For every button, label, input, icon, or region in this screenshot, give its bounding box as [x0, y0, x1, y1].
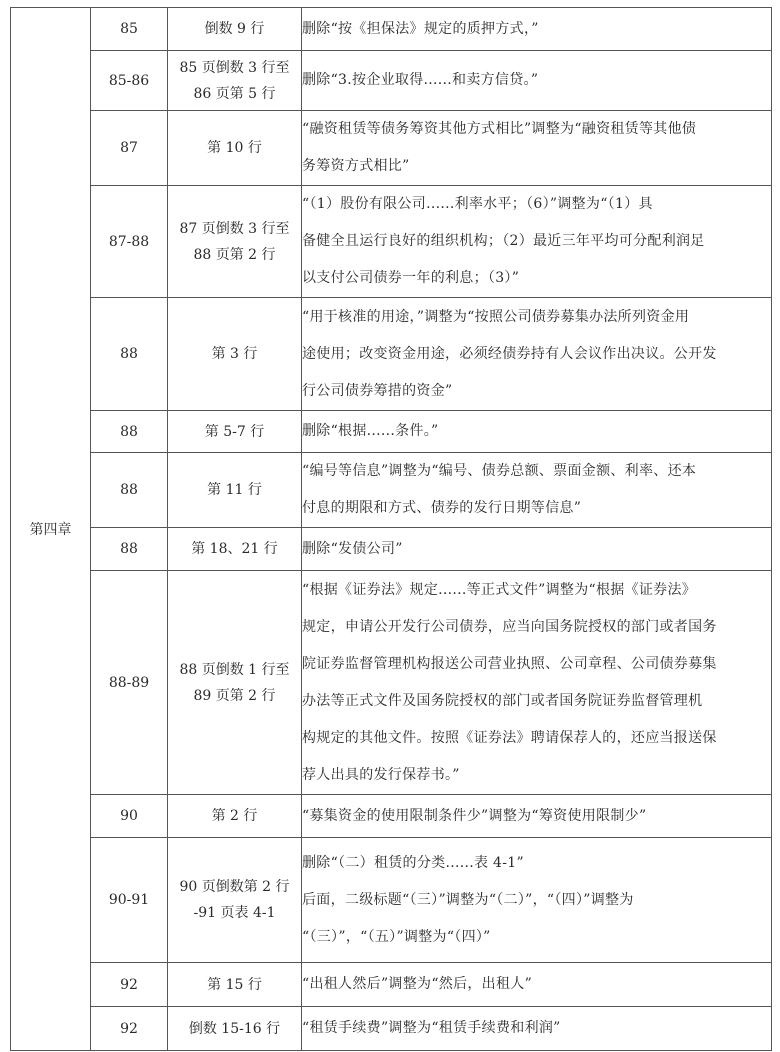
table-row [11, 571, 772, 795]
change-line: “融资租赁等债务筹资其他方式相比”调整为“融资租赁等其他债 [302, 121, 697, 137]
change-cell [302, 453, 772, 528]
change-cell [302, 51, 772, 111]
change-line: 备健全且运行良好的组织机构；（2）最近三年平均可分配利润足 [302, 233, 705, 249]
location-cell [168, 963, 302, 1007]
location-line: 第 18、21 行 [191, 541, 278, 557]
table-row [11, 298, 772, 411]
location-line: 第 10 行 [207, 140, 262, 156]
change-line: 务筹资方式相比” [302, 158, 410, 174]
change-line: “（三）”，“（五）”调整为“（四）” [302, 928, 491, 945]
change-cell [302, 411, 772, 453]
change-cell [302, 838, 772, 963]
location-cell [168, 838, 302, 963]
errata-table-body [11, 8, 772, 1051]
table-row [11, 411, 772, 453]
change-line: 后面，二级标题“（三）”调整为“（二）”，“（四）”调整为 [302, 891, 634, 908]
page-cell: 85-86 [91, 51, 168, 111]
change-line: “募集资金的使用限制条件少”调整为“筹资使用限制少” [302, 807, 647, 824]
location-cell [168, 8, 302, 51]
change-line: 删除“按《担保法》规定的质押方式，” [302, 20, 539, 37]
change-line: 构规定的其他文件。按照《证券法》聘请保荐人的，还应当报送保 [302, 729, 717, 746]
change-cell [302, 298, 772, 411]
location-line: 第 3 行 [211, 346, 258, 362]
change-line: 删除“根据......条件。” [302, 423, 439, 439]
change-line: “用于核准的用途，”调整为“按照公司债券募集办法所列资金用 [302, 308, 690, 325]
location-line: 85 页倒数 3 行至 [179, 59, 290, 76]
location-line: 第 5-7 行 [204, 423, 265, 440]
page-cell: 88 [91, 453, 168, 528]
table-row [11, 838, 772, 963]
location-line: 倒数 9 行 [204, 21, 265, 37]
table-row [11, 186, 772, 298]
location-cell [168, 795, 302, 838]
page-cell: 87-88 [91, 186, 168, 298]
location-line: 90 页倒数第 2 行 [179, 879, 290, 895]
location-line: 88 页倒数 1 行至 [179, 661, 290, 678]
change-cell [302, 795, 772, 838]
page-cell: 88 [91, 411, 168, 453]
change-cell [302, 8, 772, 51]
table-row [11, 8, 772, 51]
location-line: 88 页第 2 行 [193, 246, 276, 263]
change-line: 规定，申请公开发行公司债券，应当向国务院授权的部门或者国务 [302, 618, 717, 635]
errata-table [10, 7, 772, 1051]
change-line: 途使用；改变资金用途，必须经债券持有人会议作出决议。公开发 [302, 345, 717, 362]
table-row [11, 453, 772, 528]
change-line: “编号等信息”调整为“编号、债券总额、票面金额、利率、还本 [302, 463, 697, 479]
page-cell: 90-91 [91, 838, 168, 963]
change-line: “根据《证券法》规定......等正式文件”调整为“根据《证券法》 [302, 581, 697, 598]
table-row [11, 528, 772, 571]
table-row [11, 111, 772, 186]
change-line: 删除“（二）租赁的分类......表 4-1” [302, 854, 524, 871]
page-cell: 88-89 [91, 571, 168, 795]
change-line: 付息的期限和方式、债券的发行日期等信息” [302, 500, 582, 516]
change-cell [302, 186, 772, 298]
change-cell [302, 1007, 772, 1051]
change-cell [302, 111, 772, 186]
table-row [11, 51, 772, 111]
page-cell: 90 [91, 795, 168, 838]
change-line: “出租人然后”调整为“然后，出租人” [302, 976, 533, 992]
location-cell [168, 528, 302, 571]
change-line: 删除“发债公司” [302, 540, 403, 557]
table-row [11, 963, 772, 1007]
location-line: 86 页第 5 行 [193, 85, 276, 102]
table-row [11, 795, 772, 838]
location-cell [168, 186, 302, 298]
location-cell [168, 571, 302, 795]
page-cell: 92 [91, 1007, 168, 1051]
change-line: 删除“3.按企业取得......和卖方信贷。” [302, 72, 539, 88]
location-line: 第 2 行 [211, 808, 258, 824]
location-cell [168, 51, 302, 111]
change-line: 行公司债券筹措的资金” [302, 382, 453, 399]
location-line: 倒数 15-16 行 [188, 1020, 281, 1037]
change-line: 荐人出具的发行保荐书。” [302, 766, 460, 783]
location-cell [168, 411, 302, 453]
page-cell: 88 [91, 298, 168, 411]
change-cell [302, 528, 772, 571]
location-cell [168, 453, 302, 528]
location-cell [168, 1007, 302, 1051]
page-cell: 92 [91, 963, 168, 1007]
location-line: 第 15 行 [207, 976, 262, 993]
change-line: “（1）股份有限公司......利率水平；（6）”调整为“（1）具 [302, 196, 653, 212]
change-line: 院证券监督管理机构报送公司营业执照、公司章程、公司债券募集 [302, 655, 717, 672]
location-line: 89 页第 2 行 [193, 687, 276, 704]
page-cell: 87 [91, 111, 168, 186]
page-cell: 88 [91, 528, 168, 571]
location-line: 87 页倒数 3 行至 [179, 220, 290, 237]
location-line: -91 页表 4-1 [193, 905, 276, 921]
change-line: 以支付公司债券一年的利息；（3）” [302, 270, 520, 286]
change-line: “租赁手续费”调整为“租赁手续费和利润” [302, 1020, 561, 1036]
change-cell [302, 571, 772, 795]
location-line: 第 11 行 [207, 482, 262, 498]
change-cell [302, 963, 772, 1007]
location-cell [168, 111, 302, 186]
page-cell: 85 [91, 8, 168, 51]
change-line: 办法等正式文件及国务院授权的部门或者国务院证券监督管理机 [302, 692, 703, 709]
location-cell [168, 298, 302, 411]
table-row [11, 1007, 772, 1051]
chapter-cell: 第四章 [11, 8, 91, 1051]
